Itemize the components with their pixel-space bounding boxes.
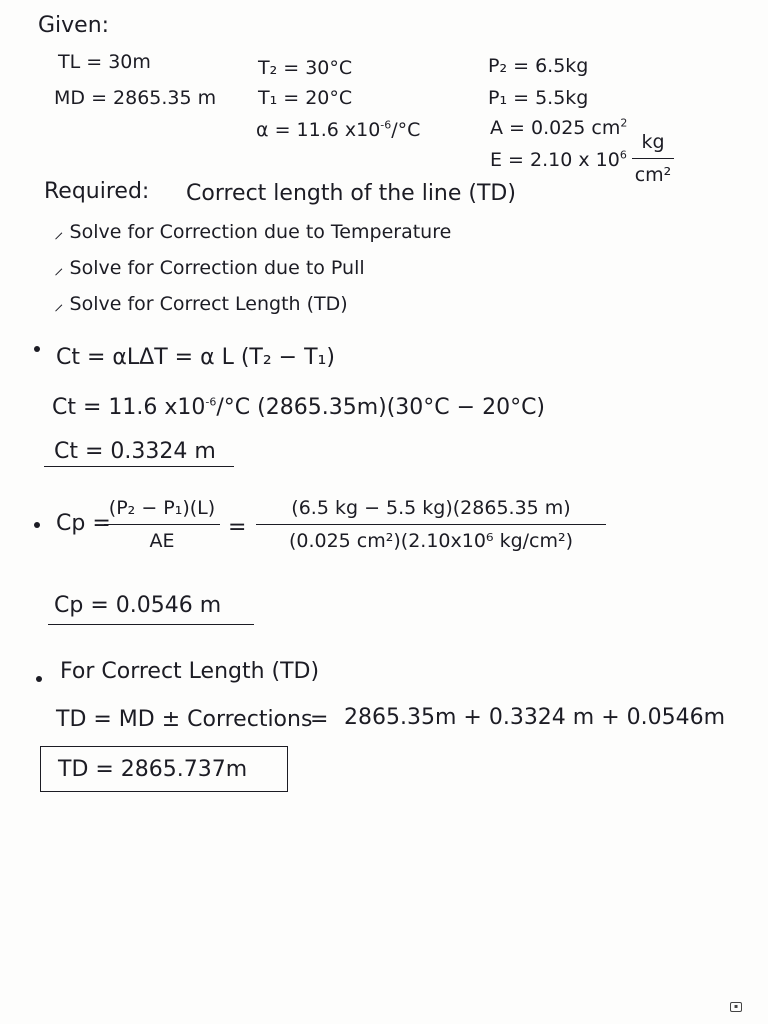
temperature-result-underline — [44, 466, 234, 467]
subst-exponent: -6 — [205, 395, 217, 409]
pull-denominator-values: (0.025 cm²)(2.10x10⁶ kg/cm²) — [288, 530, 574, 552]
final-answer: TD = 2865.737m — [58, 757, 248, 782]
pull-numerator-values: (6.5 kg − 5.5 kg)(2865.35 m) — [291, 497, 571, 519]
final-formula: TD = MD ± Corrections — [56, 707, 313, 732]
e-unit-bar — [632, 158, 674, 159]
e-unit-numerator: kg — [641, 131, 665, 153]
e-exponent: 6 — [619, 148, 627, 162]
alpha-exponent: -6 — [380, 118, 392, 132]
required-heading: Required: — [44, 179, 150, 204]
given-t2: T₂ = 30°C — [258, 57, 353, 79]
required-step-1: ⸝ Solve for Correction due to Temperature — [54, 221, 452, 243]
pull-fraction-general — [104, 496, 220, 553]
given-t1: T₁ = 20°C — [258, 87, 353, 109]
given-md: MD = 2865.35 m — [54, 87, 217, 109]
subst-rest: /°C (2865.35m)(30°C − 20°C) — [216, 395, 546, 420]
alpha-base: α = 11.6 x10 — [256, 119, 381, 141]
final-expression: 2865.35m + 0.3324 m + 0.0546m — [344, 705, 726, 730]
given-p1: P₁ = 5.5kg — [488, 87, 589, 109]
pull-bar-values — [256, 524, 606, 525]
given-tl: TL = 30m — [58, 51, 151, 73]
bullet-temperature — [34, 346, 40, 352]
required-step-3: ⸝ Solve for Correct Length (TD) — [54, 293, 348, 315]
area-exponent: 2 — [620, 116, 628, 130]
area-base: A = 0.025 cm — [490, 117, 621, 139]
pull-result: Cp = 0.0546 m — [54, 593, 222, 618]
given-area — [490, 116, 627, 140]
temperature-substitution — [52, 394, 545, 422]
pull-result-underline — [48, 624, 254, 625]
pull-denominator-general: AE — [149, 530, 175, 552]
temperature-result: Ct = 0.3324 m — [54, 439, 216, 464]
pull-lhs: Cp = — [56, 511, 111, 536]
pull-equals: = — [228, 515, 247, 540]
temperature-formula: Ct = αLΔT = α L (T₂ − T₁) — [56, 345, 335, 370]
e-unit-denominator: cm² — [634, 164, 672, 186]
required-step-2: ⸝ Solve for Correction due to Pull — [54, 257, 365, 279]
given-heading: Given: — [38, 13, 110, 38]
final-heading: For Correct Length (TD) — [60, 659, 320, 684]
pull-numerator-general: (P₂ − P₁)(L) — [108, 497, 216, 519]
bullet-pull — [34, 522, 40, 528]
alpha-unit: /°C — [391, 119, 421, 141]
subst-coefficient: Ct = 11.6 x10 — [52, 395, 206, 420]
scanner-badge-icon: ▪ — [730, 1002, 742, 1012]
pull-bar-general — [104, 524, 220, 525]
final-equals: = — [310, 707, 329, 732]
bullet-final — [36, 676, 42, 682]
pull-fraction-values — [256, 496, 606, 553]
given-alpha — [256, 118, 420, 142]
given-e — [490, 148, 627, 172]
given-p2: P₂ = 6.5kg — [488, 55, 589, 77]
e-unit-fraction — [632, 130, 674, 187]
e-base: E = 2.10 x 10 — [490, 149, 620, 171]
required-title: Correct length of the line (TD) — [186, 181, 516, 206]
